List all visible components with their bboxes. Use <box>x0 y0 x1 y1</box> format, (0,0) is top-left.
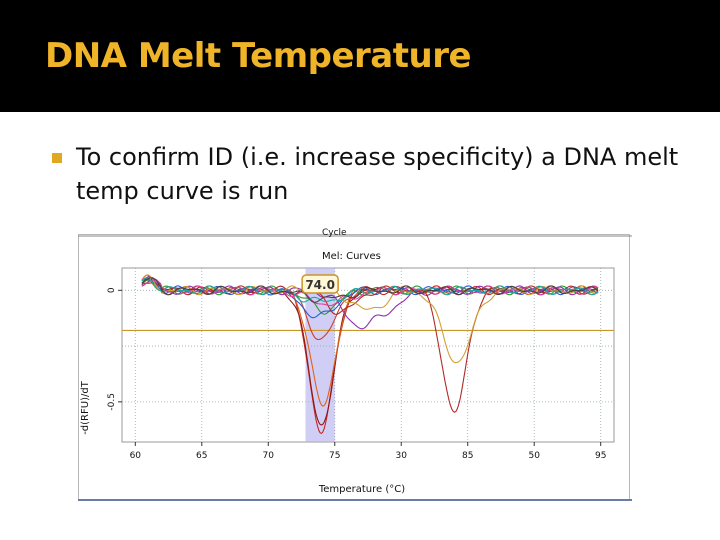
x-tick-label: 50 <box>528 451 540 461</box>
x-tick-label: 65 <box>196 451 208 461</box>
melt-temp-label: 74.0 <box>305 278 335 292</box>
y-axis-label: -d(RFU)/dT <box>80 381 91 435</box>
bullet-marker <box>52 153 62 163</box>
slide-title: DNA Melt Temperature <box>45 36 472 76</box>
melt-curve-svg <box>78 228 632 504</box>
x-tick-label: 70 <box>262 451 274 461</box>
bullet-text: To confirm ID (i.e. increase specificity) a DNA melt temp curve is run <box>76 143 679 205</box>
melt-curve-chart <box>78 228 632 504</box>
x-axis-label: Temperature (°C) <box>318 484 406 495</box>
title-bar <box>0 0 720 112</box>
panel-header-fragment: Cycle <box>322 228 347 238</box>
chart-title: Mel: Curves <box>322 251 381 262</box>
x-tick-label: 75 <box>329 451 341 461</box>
x-tick-label: 60 <box>129 451 142 461</box>
y-tick-label: 0 <box>107 287 117 294</box>
y-tick-label: -0.5 <box>107 393 117 411</box>
x-tick-label: 85 <box>462 451 474 461</box>
plot-area <box>107 268 614 461</box>
x-tick-label: 30 <box>395 451 407 461</box>
x-tick-label: 95 <box>594 451 607 461</box>
